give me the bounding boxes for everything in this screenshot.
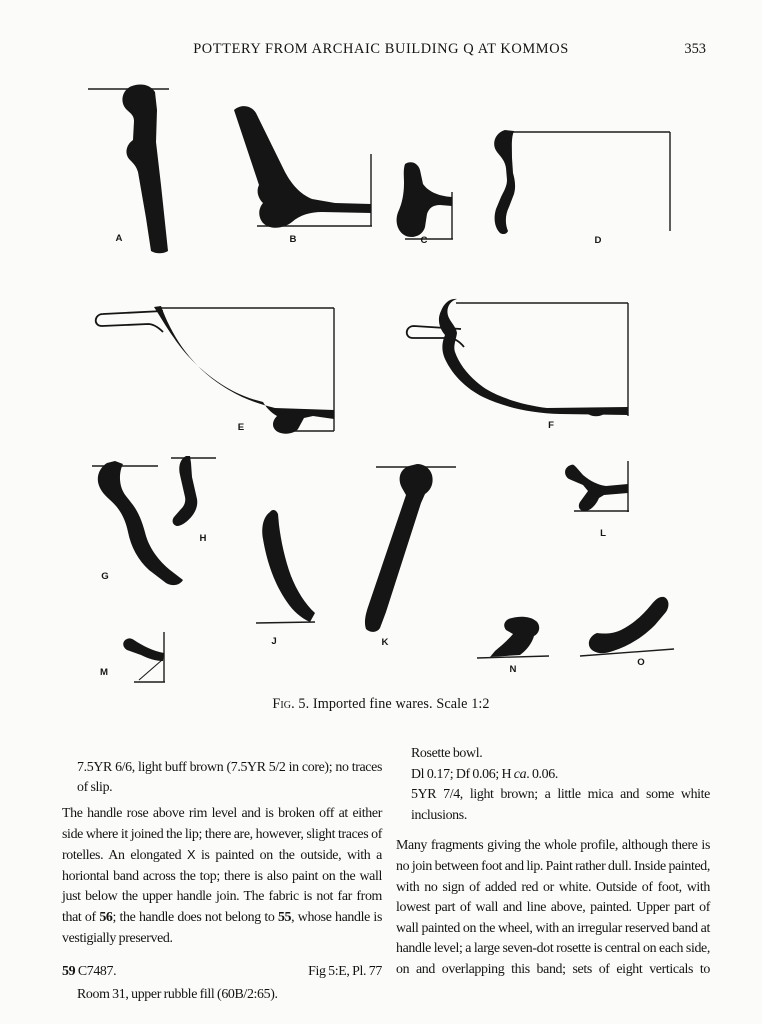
label-b: B bbox=[289, 234, 297, 245]
fabric-note: 7.5YR 6/6, light buff brown (7.5YR 5/2 in core); no traces of slip. bbox=[77, 759, 382, 796]
sherd-a-drawing bbox=[122, 84, 168, 253]
label-m: M bbox=[100, 667, 108, 678]
profile-c bbox=[397, 162, 453, 246]
label-c: C bbox=[420, 235, 428, 246]
sherd-b-drawing bbox=[234, 106, 371, 228]
profile-e bbox=[96, 306, 334, 434]
label-o: O bbox=[637, 657, 645, 668]
figure-caption bbox=[0, 696, 762, 713]
profile-d bbox=[494, 130, 670, 246]
page-number: 353 bbox=[684, 41, 706, 57]
description-text: ; the handle does not belong to bbox=[112, 910, 278, 926]
figure-caption-label: Fig. 5. bbox=[272, 696, 310, 712]
dimensions-text: Dl 0.17; Df 0.06; H bbox=[411, 766, 514, 782]
foot-bump-f bbox=[588, 410, 604, 416]
description-paragraph bbox=[62, 804, 382, 949]
base-line bbox=[477, 656, 549, 658]
label-j: J bbox=[271, 636, 277, 647]
sherd-h-drawing bbox=[173, 456, 198, 526]
catalog-ref-56: 56 bbox=[99, 910, 113, 926]
sherd-k-drawing bbox=[365, 464, 433, 632]
profile-k bbox=[365, 464, 456, 648]
description-text: is painted on the outside, with a horiontal band across the top; there is also paint on the wall just below the upper handle join. The fabric is not far from that of bbox=[62, 848, 382, 926]
label-a: A bbox=[115, 233, 123, 244]
entry-id bbox=[62, 962, 116, 983]
description-text: The handle rose above rim level and is broken off at either side where it joined the lip; there are, however, slight traces of rotelles. An elongated bbox=[62, 806, 382, 864]
dimensions-text: . 0.06. bbox=[526, 766, 558, 782]
sherd-c-drawing bbox=[397, 162, 452, 237]
bowl-e-drawing bbox=[154, 306, 334, 434]
left-column bbox=[62, 744, 382, 1010]
sherd-n-drawing bbox=[490, 617, 539, 657]
dimensions-line bbox=[411, 765, 710, 786]
rim-m-drawing bbox=[123, 638, 164, 661]
profile-o bbox=[580, 597, 674, 668]
label-h: H bbox=[199, 533, 207, 544]
running-head-title: POTTERY FROM ARCHAIC BUILDING Q AT KOMMOS bbox=[193, 41, 569, 57]
entry-number: 59 bbox=[62, 964, 76, 980]
label-g: G bbox=[101, 571, 109, 582]
base-line bbox=[256, 622, 315, 623]
entry-figure-reference: Fig 5:E, Pl. 77 bbox=[308, 964, 382, 980]
vessel-type: Rosette bowl. bbox=[411, 746, 483, 761]
sherd-o-drawing bbox=[589, 597, 669, 653]
profile-j bbox=[256, 510, 315, 647]
pottery-profile-figure bbox=[0, 75, 762, 700]
label-d: D bbox=[594, 235, 602, 246]
catalog-entry-59 bbox=[62, 962, 382, 983]
label-f: F bbox=[548, 420, 554, 431]
profile-a bbox=[88, 84, 169, 253]
profile-n bbox=[477, 617, 549, 675]
profile-b bbox=[234, 106, 372, 245]
catalog-ref-55: 55 bbox=[277, 910, 292, 926]
inner-profile-line bbox=[139, 660, 162, 680]
entry-head-block bbox=[411, 744, 710, 826]
description-text: , whose handle is vestigially preserved. bbox=[62, 910, 382, 946]
profile-h bbox=[171, 456, 216, 544]
handle-e-outline bbox=[96, 311, 163, 332]
label-e: E bbox=[237, 422, 245, 433]
bowl-f-drawing bbox=[439, 299, 628, 415]
figure-caption-text: Imported fine wares. Scale 1:2 bbox=[309, 696, 490, 712]
right-column bbox=[396, 744, 710, 981]
label-k: K bbox=[381, 637, 389, 648]
profile-g bbox=[92, 461, 183, 585]
sherd-d-drawing bbox=[494, 130, 515, 234]
profile-f bbox=[407, 299, 628, 431]
sherd-j-drawing bbox=[262, 510, 315, 622]
entry-provenance: Room 31, upper rubble fill (60B/2:65). bbox=[77, 986, 278, 1002]
body-text-columns bbox=[62, 744, 710, 1010]
circa-abbrev: ca bbox=[513, 766, 527, 782]
elongated-x-glyph: X bbox=[187, 847, 196, 863]
label-n: N bbox=[509, 664, 517, 675]
discussion-paragraph: Many fragments giving the whole profile, although there is no join between foot and lip. Paint rather dull. Inside painted, with no sign of added red or white. Outside of foot, with lowest part of wall and line above, painted. Upper part of wall painted on the wheel, with an irregular reserved band at handle level; a large seven-dot rosette is central on each side, on and overlapping this band; sets of eight verticals to bbox=[396, 838, 710, 977]
sherd-g-drawing bbox=[98, 461, 183, 585]
entry-catalog-number: C7487. bbox=[75, 964, 117, 980]
profile-l bbox=[565, 461, 629, 539]
fabric-description: 5YR 7/4, light brown; a little mica and some white inclusions. bbox=[411, 787, 710, 823]
foot-l-drawing bbox=[565, 465, 628, 512]
profile-m bbox=[100, 632, 165, 682]
label-l: L bbox=[600, 528, 606, 539]
